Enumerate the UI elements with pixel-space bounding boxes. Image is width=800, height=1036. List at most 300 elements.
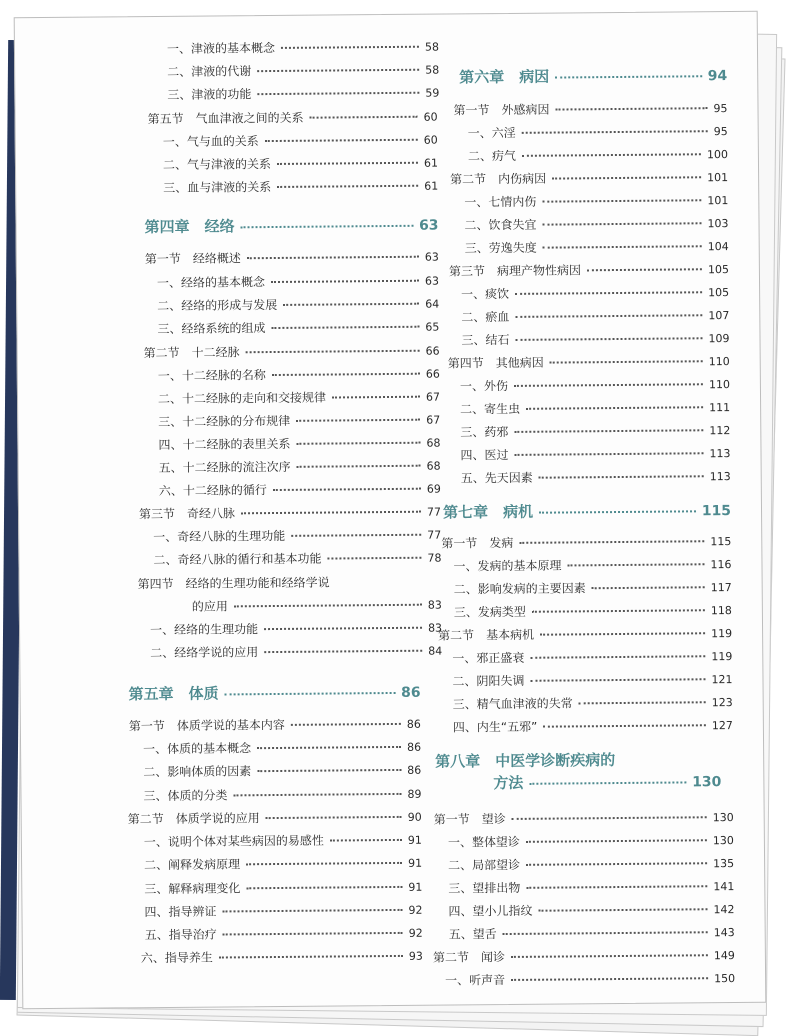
toc-entry	[453, 693, 733, 715]
toc-leader-dots	[271, 280, 419, 283]
toc-entry-title: 第一节 望诊	[433, 812, 506, 827]
toc-leader-dots	[579, 701, 706, 704]
toc-entry	[448, 831, 734, 853]
toc-entry	[144, 831, 422, 853]
toc-page-number: 77	[426, 505, 442, 519]
toc-leader-dots	[234, 604, 422, 608]
toc-entry	[192, 596, 442, 618]
toc-page-number: 63	[418, 217, 439, 234]
toc-entry	[148, 108, 438, 131]
toc-page-number: 59	[425, 86, 440, 100]
toc-entry	[464, 214, 728, 236]
toc-page-number: 101	[707, 194, 729, 208]
toc-entry	[158, 388, 440, 410]
toc-page-number: 123	[711, 696, 733, 710]
toc-entry-title: 一、痰饮	[461, 286, 510, 302]
toc-entry	[163, 131, 438, 153]
toc-entry-title: 一、津液的基本概念	[166, 40, 276, 56]
toc-entry-title: 二、影响体质的因素	[143, 764, 252, 780]
toc-leader-dots	[539, 510, 696, 513]
toc-leader-dots	[223, 909, 403, 913]
toc-page-number: 113	[709, 447, 731, 461]
toc-leader-dots	[503, 931, 708, 935]
toc-entry-title: 二、十二经脉的走向和交接规律	[157, 390, 327, 407]
toc-leader-dots	[530, 655, 705, 659]
toc-leader-dots	[592, 586, 705, 589]
toc-page-number: 135	[713, 857, 735, 871]
toc-entry	[448, 352, 730, 374]
toc-page-number: 110	[708, 378, 730, 392]
toc-entry-title: 三、解释病理变化	[144, 881, 241, 897]
toc-leader-dots	[539, 908, 708, 911]
toc-leader-dots	[264, 650, 422, 653]
toc-entry-title: 二、瘀血	[461, 309, 510, 325]
toc-entry-title: 二、奇经八脉的循行和基本功能	[153, 551, 322, 568]
toc-page-number: 67	[426, 413, 441, 427]
toc-entry-title: 一、经络的基本概念	[156, 275, 266, 291]
toc-entry	[153, 526, 441, 549]
toc-page-number: 149	[713, 949, 735, 963]
toc-leader-dots	[241, 225, 414, 229]
toc-entry-title: 第二节 基本病机	[438, 627, 535, 643]
toc-page-number: 91	[407, 833, 422, 847]
toc-page-number: 60	[423, 110, 438, 124]
toc-page-number: 60	[423, 133, 438, 147]
toc-leader-dots	[567, 563, 704, 566]
toc-entry-title: 第八章 中医学诊断疾病的	[435, 751, 616, 771]
toc-leader-dots	[296, 442, 420, 445]
toc-page-number: 91	[408, 856, 423, 870]
toc-entry-title: 四、指导辨证	[144, 904, 217, 920]
toc-entry	[460, 398, 730, 420]
toc-entry	[158, 365, 440, 387]
toc-leader-dots	[283, 303, 419, 306]
toc-page-number: 68	[426, 436, 441, 450]
toc-leader-dots	[247, 256, 419, 260]
toc-entry-title: 三、结石	[461, 332, 510, 348]
toc-page-number: 92	[408, 903, 423, 917]
toc-leader-dots	[257, 746, 401, 749]
toc-entry	[468, 145, 728, 167]
toc-page-number: 93	[408, 949, 423, 963]
toc-entry	[449, 260, 729, 282]
toc-page-number: 100	[706, 148, 728, 162]
toc-leader-dots	[511, 954, 708, 958]
toc-entry	[144, 342, 440, 365]
toc-page-number: 119	[711, 650, 733, 664]
toc-page-number: 67	[425, 390, 441, 404]
toc-entry	[145, 924, 423, 946]
toc-entry	[143, 738, 421, 760]
toc-entry-title: 第六章 病因	[459, 67, 550, 87]
toc-entry-title: 一、六淫	[467, 125, 516, 141]
toc-entry-title: 一、十二经脉的名称	[157, 368, 266, 384]
toc-page-number: 66	[425, 367, 440, 381]
toc-leader-dots	[555, 75, 702, 78]
toc-entry-title: 第三节 病理产物性病因	[448, 263, 581, 279]
toc-page-number: 86	[406, 717, 421, 731]
toc-leader-dots	[225, 692, 396, 695]
toc-entry-title: 六、指导养生	[140, 950, 213, 966]
toc-page-number: 63	[424, 274, 440, 288]
toc-entry-title: 第二节 闻诊	[432, 950, 505, 965]
toc-page-number: 130	[692, 774, 722, 791]
toc-page-number: 141	[713, 880, 735, 894]
toc-entry-title: 三、劳逸失度	[464, 240, 537, 256]
toc-leader-dots	[587, 268, 702, 271]
toc-leader-dots	[246, 862, 402, 865]
toc-chapter-entry	[493, 770, 721, 798]
toc-entry-title: 五、指导治疗	[144, 927, 217, 943]
toc-entry	[465, 237, 729, 259]
toc-leader-dots	[271, 326, 419, 329]
toc-entry	[157, 272, 439, 294]
toc-entry-title: 第四节 经络的生理功能和经络学说	[137, 575, 330, 592]
toc-page-number: 61	[423, 156, 439, 170]
toc-leader-dots	[529, 781, 686, 784]
toc-entry	[450, 168, 728, 190]
toc-page-number: 117	[710, 581, 732, 595]
toc-entry-title: 第一节 经络概述	[144, 251, 241, 267]
toc-entry	[461, 467, 731, 489]
toc-page-number: 103	[707, 217, 729, 231]
toc-page-number: 119	[711, 627, 733, 641]
toc-entry	[158, 434, 440, 456]
toc-leader-dots	[296, 419, 420, 422]
toc-page-number: 86	[407, 763, 422, 777]
toc-entry-title: 一、七情内伤	[464, 194, 537, 210]
toc-leader-dots	[291, 534, 421, 537]
toc-entry-title: 二、经络学说的应用	[150, 645, 259, 661]
toc-page-number: 109	[708, 332, 730, 346]
toc-entry	[448, 877, 734, 899]
toc-entry-title: 二、饮食失宜	[464, 217, 537, 233]
toc-entry	[145, 248, 439, 271]
toc-entry-title: 三、体质的分类	[143, 788, 228, 804]
toc-leader-dots	[277, 185, 418, 188]
toc-leader-dots	[272, 373, 420, 376]
toc-entry	[464, 191, 728, 213]
toc-page-number: 116	[710, 558, 732, 572]
toc-entry-title: 四、望小儿指纹	[448, 903, 533, 919]
toc-entry	[163, 177, 438, 199]
toc-entry	[143, 761, 421, 783]
toc-entry-title: 四、医过	[460, 447, 509, 463]
toc-page-number: 105	[707, 263, 729, 277]
toc-entry	[453, 99, 727, 121]
toc-entry-title: 一、发病的基本原理	[453, 558, 562, 574]
toc-leader-dots	[515, 314, 702, 318]
toc-page-number: 121	[711, 673, 733, 687]
toc-page-number: 78	[427, 551, 442, 565]
toc-leader-dots	[543, 724, 706, 727]
toc-entry	[159, 480, 441, 502]
toc-entry	[445, 969, 735, 992]
toc-leader-dots	[266, 816, 402, 819]
toc-entry	[128, 808, 422, 831]
toc-page-number: 142	[713, 903, 735, 917]
toc-entry	[453, 555, 731, 577]
toc-leader-dots	[297, 465, 421, 468]
toc-entry-title: 一、奇经八脉的生理功能	[153, 528, 286, 545]
toc-leader-dots	[291, 723, 401, 726]
toc-entry	[144, 854, 422, 876]
toc-page-number: 110	[708, 355, 730, 369]
toc-entry-title: 二、局部望诊	[448, 857, 521, 873]
toc-entry-title: 第四节 其他病因	[447, 355, 544, 371]
toc-entry-title: 第五章 体质	[128, 684, 219, 704]
toc-entry-title: 六、十二经脉的循行	[158, 483, 267, 499]
toc-leader-dots	[526, 862, 707, 866]
toc-entry-title: 三、血与津液的关系	[163, 180, 272, 195]
toc-entry-title: 四、十二经脉的表里关系	[158, 436, 291, 453]
toc-page-number: 86	[401, 684, 421, 701]
toc-entry-title: 的应用	[191, 599, 228, 614]
toc-entry	[144, 878, 422, 900]
toc-entry-title: 五、先天因素	[460, 470, 533, 486]
toc-entry	[159, 457, 441, 479]
toc-page-number: 91	[408, 880, 423, 894]
toc-leader-dots	[257, 769, 401, 772]
toc-chapter-entry	[459, 64, 727, 92]
toc-page-number: 127	[711, 719, 733, 733]
toc-page-number: 68	[426, 459, 441, 473]
toc-entry	[167, 61, 439, 83]
toc-leader-dots	[257, 69, 419, 72]
toc-leader-dots	[542, 199, 701, 202]
toc-page-number: 86	[407, 740, 422, 754]
toc-entry	[167, 84, 439, 106]
toc-leader-dots	[514, 429, 703, 433]
toc-page-number: 61	[424, 179, 439, 193]
toc-page-number: 101	[707, 171, 729, 185]
toc-leader-dots	[246, 350, 420, 354]
toc-page-number: 66	[425, 344, 440, 358]
toc-entry	[452, 647, 732, 669]
toc-entry	[141, 947, 423, 969]
toc-entry-title: 一、邪正盛衰	[452, 650, 525, 666]
toc-leader-dots	[264, 627, 422, 630]
toc-page-number: 107	[708, 309, 730, 323]
toc-leader-dots	[519, 540, 704, 544]
toc-leader-dots	[265, 139, 418, 142]
toc-entry	[138, 573, 424, 595]
toc-entry	[157, 318, 439, 340]
toc-entry-title: 三、十二经脉的分布规律	[158, 413, 291, 430]
toc-leader-dots	[522, 153, 701, 157]
toc-leader-dots	[522, 130, 708, 134]
toc-leader-dots	[257, 92, 419, 95]
toc-entry-title: 第一节 外感病因	[453, 102, 550, 118]
toc-chapter-entry	[129, 681, 421, 710]
toc-leader-dots	[246, 886, 402, 889]
toc-entry-title: 二、津液的代谢	[167, 64, 252, 79]
toc-entry-title: 三、津液的功能	[167, 87, 252, 102]
toc-page-number: 105	[708, 286, 730, 300]
toc-entry-title: 第一节 发病	[441, 535, 514, 551]
toc-entry-title: 三、精气血津液的失常	[452, 696, 573, 712]
toc-entry	[153, 549, 441, 572]
toc-leader-dots	[330, 839, 402, 842]
toc-entry-title: 三、发病类型	[453, 604, 526, 620]
toc-entry-title: 二、阐释发病原理	[144, 857, 241, 873]
toc-leader-dots	[332, 396, 420, 399]
toc-chapter-entry	[144, 214, 438, 243]
toc-entry	[143, 785, 421, 807]
toc-entry-title: 一、整体望诊	[447, 834, 520, 850]
toc-page-number: 95	[713, 102, 728, 116]
toc-entry	[150, 619, 442, 642]
toc-entry-title: 二、经络的形成与发展	[157, 297, 278, 314]
toc-page-number: 83	[427, 621, 443, 635]
toc-leader-dots	[310, 116, 418, 119]
toc-entry-title: 五、十二经脉的流注次序	[158, 459, 291, 476]
toc-entry	[460, 421, 730, 443]
toc-entry-title: 一、听声音	[445, 973, 506, 988]
toc-leader-dots	[543, 245, 702, 248]
toc-page-number: 58	[424, 40, 440, 54]
toc-page-number: 112	[709, 424, 731, 438]
toc-entry-title: 第五节 气血津液之间的关系	[147, 110, 304, 127]
toc-page-number: 104	[707, 240, 729, 254]
toc-entry	[461, 329, 729, 351]
toc-page-number: 77	[427, 528, 442, 542]
toc-entry-title: 第二节 十二经脉	[143, 345, 240, 361]
toc-entry-title: 一、气与血的关系	[162, 134, 259, 149]
toc-page-number: 92	[408, 926, 423, 940]
toc-entry	[163, 154, 438, 176]
toc-page-number: 130	[712, 834, 734, 848]
toc-entry	[438, 624, 732, 647]
toc-page-number: 113	[709, 470, 731, 484]
toc-entry-title: 二、气与津液的关系	[162, 157, 272, 172]
toc-leader-dots	[277, 162, 418, 165]
toc-entry	[139, 503, 441, 526]
toc-leader-dots	[532, 609, 705, 613]
toc-entry-title: 第七章 病机	[442, 502, 534, 522]
toc-entry-title: 三、药邪	[460, 424, 509, 440]
toc-entry-title: 第一节 体质学说的基本内容	[128, 717, 285, 734]
toc-entry-title: 第四章 经络	[144, 217, 235, 237]
toc-leader-dots	[552, 176, 701, 179]
toc-leader-dots	[556, 107, 708, 110]
toc-leader-dots	[273, 488, 421, 491]
toc-page-number: 118	[710, 604, 732, 618]
toc-leader-dots	[515, 291, 702, 295]
toc-entry	[144, 901, 422, 923]
toc-leader-dots	[526, 885, 707, 889]
toc-leader-dots	[540, 632, 705, 635]
toc-page-number: 115	[701, 503, 732, 520]
toc-entry	[434, 808, 734, 831]
toc-entry-title: 二、寄生虫	[460, 401, 521, 417]
toc-entry	[452, 670, 732, 692]
toc-entry-title: 一、经络的生理功能	[149, 622, 259, 638]
toc-page-number: 150	[714, 972, 736, 986]
toc-entry-title: 三、经络系统的组成	[157, 321, 266, 337]
toc-page-number: 95	[713, 125, 728, 139]
toc-page-number: 115	[710, 535, 732, 549]
toc-entry-title: 二、影响发病的主要因素	[453, 581, 586, 597]
toc-page-number: 94	[707, 68, 728, 85]
toc-entry	[468, 122, 728, 144]
toc-entry	[448, 854, 734, 876]
toc-page-number: 130	[712, 811, 734, 825]
toc-leader-dots	[511, 977, 708, 981]
toc-entry	[433, 946, 735, 969]
toc-leader-dots	[514, 383, 703, 387]
toc-entry	[453, 716, 733, 738]
toc-page-number: 65	[425, 320, 440, 334]
toc-entry-title: 二、阴阳失调	[452, 673, 525, 689]
toc-entry-title: 二、疠气	[467, 148, 516, 164]
toc-entry	[461, 283, 729, 305]
toc-page	[14, 11, 767, 1009]
toc-entry-title: 方法	[493, 773, 524, 793]
toc-leader-dots	[327, 557, 421, 560]
toc-leader-dots	[526, 406, 703, 410]
toc-entry-title: 一、体质的基本概念	[143, 741, 252, 757]
toc-entry-title: 五、望舌	[448, 927, 497, 942]
toc-page-number: 69	[426, 482, 441, 496]
toc-entry	[460, 444, 730, 466]
toc-page-number: 63	[424, 250, 439, 264]
toc-entry	[441, 532, 731, 555]
toc-page-number: 89	[407, 787, 422, 801]
toc-entry-title: 三、望排出物	[448, 880, 521, 896]
toc-page-number: 90	[407, 810, 422, 824]
toc-entry	[129, 715, 421, 738]
toc-leader-dots	[543, 222, 702, 225]
toc-entry	[150, 642, 442, 665]
toc-page-number: 111	[709, 401, 731, 415]
toc-entry-title: 第三节 奇经八脉	[138, 506, 236, 522]
toc-page-number: 84	[428, 644, 443, 658]
toc-leader-dots	[539, 475, 704, 478]
toc-entry	[460, 375, 730, 397]
toc-leader-dots	[515, 452, 704, 456]
toc-entry-title: 第二节 内伤病因	[450, 171, 547, 187]
toc-page-number: 64	[425, 297, 440, 311]
toc-entry	[461, 306, 729, 328]
toc-page-number: 83	[427, 598, 442, 612]
toc-entry	[448, 900, 734, 922]
toc-leader-dots	[512, 816, 707, 820]
toc-leader-dots	[526, 839, 707, 843]
toc-page-number: 58	[425, 63, 440, 77]
toc-leader-dots	[531, 678, 706, 682]
toc-chapter-entry	[443, 499, 731, 528]
toc-leader-dots	[550, 360, 703, 363]
toc-entry-title: 四、内生“五邪”	[452, 719, 538, 735]
toc-entry	[454, 601, 732, 623]
toc-leader-dots	[233, 793, 401, 796]
toc-entry-title: 第二节 体质学说的应用	[127, 811, 260, 827]
toc-entry	[157, 295, 439, 317]
toc-leader-dots	[223, 932, 403, 936]
toc-entry-title: 一、说明个体对某些病因的易感性	[143, 833, 324, 850]
toc-entry	[167, 38, 439, 60]
toc-entry	[454, 578, 732, 600]
toc-entry-title: 一、外伤	[459, 378, 508, 394]
toc-leader-dots	[219, 955, 403, 959]
toc-page-number: 143	[713, 926, 735, 940]
toc-leader-dots	[241, 511, 421, 515]
toc-leader-dots	[516, 337, 703, 341]
toc-entry	[449, 923, 735, 945]
toc-entry	[158, 411, 440, 433]
toc-leader-dots	[281, 46, 419, 49]
